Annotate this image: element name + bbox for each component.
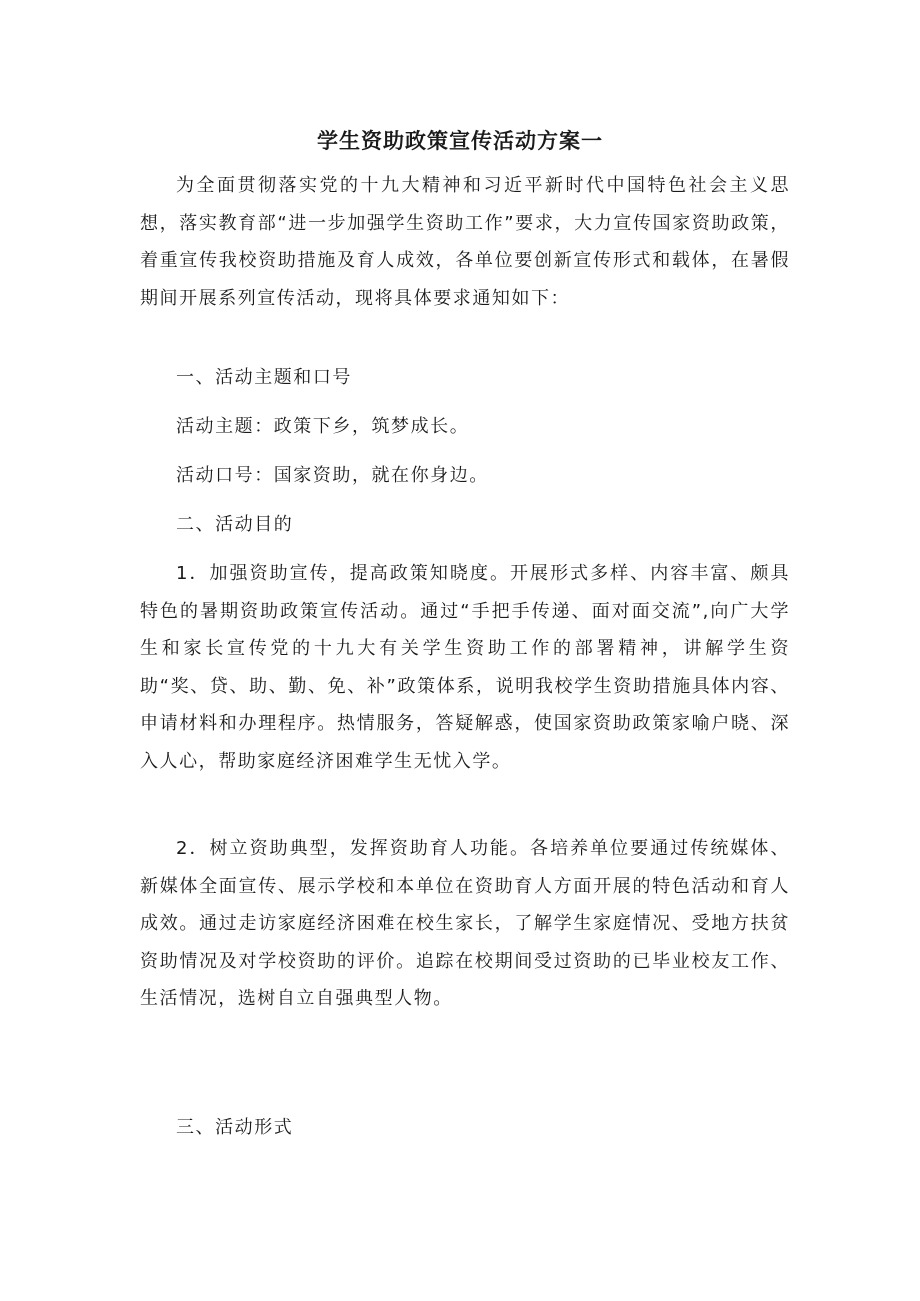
intro-paragraph: 为全面贯彻落实党的十九大精神和习近平新时代中国特色社会主义思想，落实教育部“进一步加强学生资助工作”要求，大力宣传国家资助政策，着重宣传我校资助措施及育人成效，各单位要创新宣传形式和载体，在暑假期间开展系列宣传活动，现将具体要求通知如下： <box>140 175 790 309</box>
section-heading-format: 三、活动形式 <box>176 1117 294 1138</box>
activity-slogan-text: 活动口号：国家资助，就在你身边。 <box>176 465 489 486</box>
section-heading-purpose: 二、活动目的 <box>176 514 294 535</box>
document-title: 学生资助政策宣传活动方案一 <box>317 129 603 153</box>
section-heading-theme: 一、活动主题和口号 <box>176 367 352 388</box>
purpose-item-2: 2．树立资助典型，发挥资助育人功能。各培养单位要通过传统媒体、新媒体全面宣传、展示学校和本单位在资助育人方面开展的特色活动和育人成效。通过走访家庭经济困难在校生家长，了解学生家庭情况、受地方扶贫资助情况及对学校资助的评价。追踪在校期间受过资助的已毕业校友工作、生活情况，选树自立自强典型人物。 <box>140 838 790 1010</box>
purpose-item-1: 1．加强资助宣传，提高政策知晓度。开展形式多样、内容丰富、颇具特色的暑期资助政策宣传活动。通过“手把手传递、面对面交流”,向广大学生和家长宣传党的十九大有关学生资助工作的部署精神，讲解学生资助“奖、贷、助、勤、免、补”政策体系，说明我校学生资助措施具体内容、申请材料和办理程序。热情服务，答疑解惑，使国家资助政策家喻户晓、深入人心，帮助家庭经济困难学生无忧入学。 <box>140 563 790 772</box>
activity-theme-text: 活动主题：政策下乡，筑梦成长。 <box>176 416 470 437</box>
